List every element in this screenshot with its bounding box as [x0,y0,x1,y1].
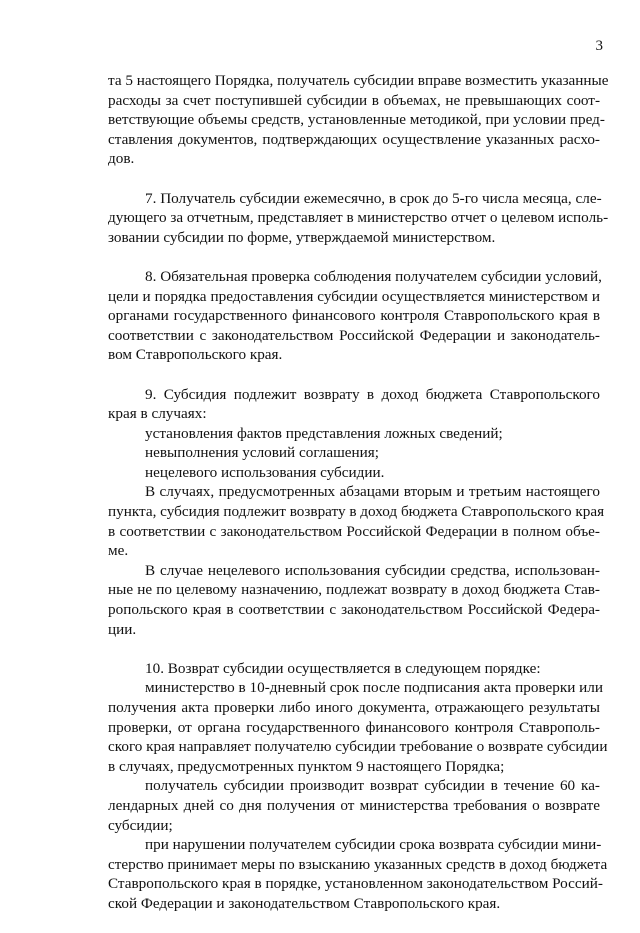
paragraph-5 [108,659,608,914]
text-line: вом Ставропольского края. [108,346,283,364]
text-line: проверки, от органа государственного финансового контроля Ставрополь- [108,718,600,736]
text-line: расходы за счет поступившей субсидии в объемах, не превышающих соот- [108,91,600,109]
paragraph-4 [108,385,605,640]
text-line: министерство в 10-дневный срок после подписания акта проверки или [145,679,603,697]
text-line: 10. Возврат субсидии осуществляется в следующем порядке: [145,659,541,677]
text-line: В случае нецелевого использования субсидии средства, использован- [145,561,600,579]
text-line: при нарушении получателем субсидии срока возврата субсидии мини- [145,836,602,854]
text-line: в случаях, предусмотренных пунктом 9 настоящего Порядка; [108,757,505,775]
text-line: ветствующие объемы средств, установленные методикой, при условии пред- [108,111,605,129]
text-line: В случаях, предусмотренных абзацами вторым и третьим настоящего [145,483,600,501]
text-line: получения акта проверки либо иного документа, отражающего результаты [108,699,600,716]
text-line: ции. [108,620,137,638]
text-line: ме. [108,542,129,560]
text-line: 9. Субсидия подлежит возврату в доход бюджета Ставропольского [145,385,600,403]
paragraph-3 [108,267,600,365]
text-line: края в случаях: [108,405,207,423]
text-line: нецелевого использования субсидии. [145,463,385,481]
text-line: Ставропольского края в порядке, установленном законодательством Россий- [108,875,603,893]
text-line: ской Федерации и законодательством Ставропольского края. [108,894,501,912]
text-line: соответствии с законодательством Российской Федерации и законодатель- [108,326,600,344]
text-line: дующего за отчетным, представляет в министерство отчет о целевом исполь- [108,209,609,227]
text-line: в соответствии с законодательством Российской Федерации в полном объе- [108,522,600,540]
paragraph-2 [108,189,609,248]
text-line: 8. Обязательная проверка соблюдения получателем субсидии условий, [145,267,602,285]
text-line: пункта, субсидия подлежит возврату в доход бюджета Ставропольского края [108,503,605,521]
text-line: стерство принимает меры по взысканию указанных средств в доход бюджета [108,855,608,873]
text-line: та 5 настоящего Порядка, получатель субсидии вправе возместить указанные [108,72,609,89]
text-line: установления фактов представления ложных сведений; [145,424,503,442]
text-line: органами государственного финансового контроля Ставропольского края в [108,307,600,325]
text-line: невыполнения условий соглашения; [145,444,379,462]
text-line: ского края направляет получателю субсидии требование о возврате субсидии [108,738,608,756]
text-line: цели и порядка предоставления субсидии осуществляется министерством и [108,287,600,305]
text-line: лендарных дней со дня получения от министерства требования о возврате [108,796,600,814]
text-line: субсидии; [108,816,173,834]
text-line: ставления документов, подтверждающих осуществление указанных расхо- [108,130,600,148]
text-line: получатель субсидии производит возврат субсидии в течение 60 ка- [145,777,600,795]
text-line: 7. Получатель субсидии ежемесячно, в срок до 5-го числа месяца, сле- [145,189,602,207]
document-body [108,71,609,933]
text-line: ные не по целевому назначению, подлежат возврату в доход бюджета Став- [108,581,600,599]
text-line: зовании субсидии по форме, утверждаемой министерством. [108,228,496,246]
page-number: 3 [595,38,603,54]
text-line: дов. [108,150,135,168]
paragraph-1 [108,71,609,169]
text-line: ропольского края в соответствии с законодательством Российской Федера- [108,601,600,619]
